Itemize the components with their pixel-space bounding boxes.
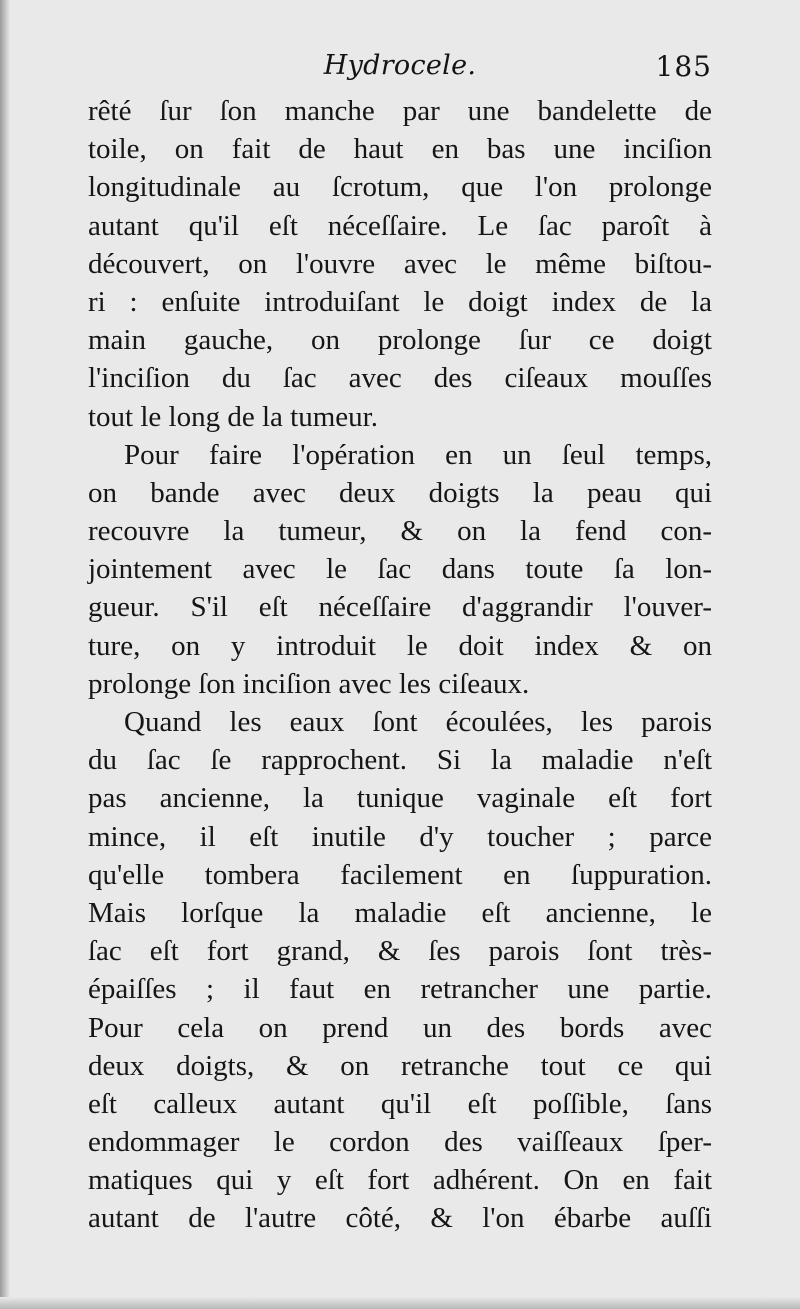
text-line: matiques qui y eſt fort adhérent. On en fait — [88, 1164, 712, 1197]
text-line: deux doigts, & on retranche tout ce qui — [88, 1049, 712, 1082]
text-line: Pour cela on prend un des bords avec — [88, 1011, 712, 1044]
text-line: autant qu'il eſt néceſſaire. Le ſac paroît à — [88, 209, 712, 242]
text-line: tout le long de la tumeur. — [88, 400, 378, 433]
text-line: qu'elle tombera facilement en ſuppuration. — [88, 858, 712, 891]
text-line: gueur. S'il eſt néceſſaire d'aggrandir l'ouver- — [88, 591, 712, 624]
page-edge-shadow — [0, 0, 10, 1309]
paragraph-first-line: Pour faire l'opération en un ſeul temps, — [124, 438, 712, 471]
text-line: ture, on y introduit le doit index & on — [88, 629, 712, 662]
body-text — [88, 92, 712, 1238]
text-line: l'inciſion du ſac avec des ciſeaux mouſſes — [88, 362, 712, 395]
text-line: ſac eſt fort grand, & ſes parois ſont très- — [88, 935, 712, 968]
text-line: toile, on fait de haut en bas une inciſion — [88, 133, 712, 166]
page-number: 185 — [655, 50, 712, 83]
text-line: épaiſſes ; il faut en retrancher une partie. — [88, 973, 712, 1006]
text-line: découvert, on l'ouvre avec le même biſtou- — [88, 247, 712, 280]
text-line: Mais lorſque la maladie eſt ancienne, le — [88, 896, 712, 929]
text-line: ri : enſuite introduiſant le doigt index de la — [88, 285, 712, 318]
text-line: on bande avec deux doigts la peau qui — [88, 476, 712, 509]
running-title: Hydrocele. — [323, 50, 477, 81]
text-line: pas ancienne, la tunique vaginale eſt fort — [88, 782, 712, 815]
text-line: main gauche, on prolonge ſur ce doigt — [88, 324, 712, 357]
text-line: du ſac ſe rapprochent. Si la maladie n'eſt — [88, 744, 712, 777]
paragraph-first-line: Quand les eaux ſont écoulées, les parois — [124, 706, 712, 738]
page-header — [88, 50, 712, 90]
text-line: eſt calleux autant qu'il eſt poſſible, ſans — [88, 1087, 712, 1120]
text-line: rêté ſur ſon manche par une bandelette de — [88, 95, 712, 127]
text-line: endommager le cordon des vaiſſeaux ſper- — [88, 1126, 712, 1159]
text-line: jointement avec le ſac dans toute ſa lon- — [88, 553, 712, 586]
text-line: autant de l'autre côté, & l'on ébarbe auſſi — [88, 1202, 712, 1235]
text-line: prolonge ſon inciſion avec les ciſeaux. — [88, 667, 530, 700]
text-line: recouvre la tumeur, & on la fend con- — [88, 515, 712, 548]
text-line: mince, il eſt inutile d'y toucher ; parce — [88, 820, 712, 853]
page-bottom-shadow — [0, 1297, 800, 1309]
text-line: longitudinale au ſcrotum, que l'on prolonge — [88, 171, 712, 204]
